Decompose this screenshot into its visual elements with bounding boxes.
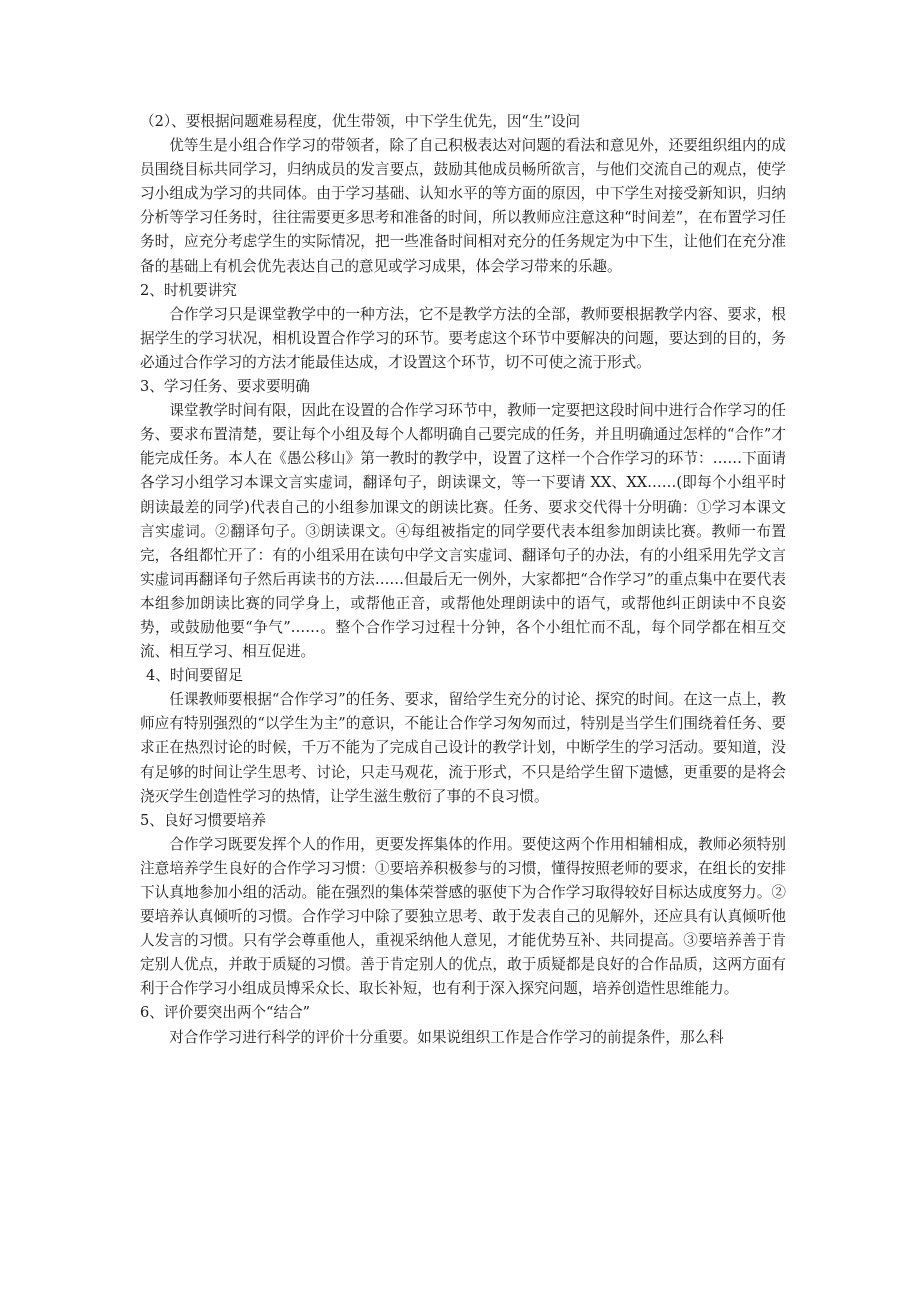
section-heading: 6、评价要突出两个“结合” [140, 1004, 311, 1022]
section-heading: 3、学习任务、要求要明确 [140, 378, 310, 396]
section-heading: 5、良好习惯要培养 [140, 811, 267, 829]
body-paragraph: 合作学习只是课堂教学中的一种方法，它不是教学方法的全部，教师要根据教学内容、要求，根据学生的学习状况，相机设置合作学习的环节。要考虑这个环节中要解决的问题，要达到的目的，务必通过合作学习的方法才能最佳达成，才设置这个环节，切不可使之流于形式。 [140, 305, 786, 371]
section-heading: 2、时机要讲究 [140, 281, 237, 299]
section-heading: （2）、要根据问题难易程度，优生带领，中下学生优先，因“生”设问 [140, 113, 581, 130]
body-paragraph: 对合作学习进行科学的评价十分重要。如果说组织工作是合作学习的前提条件，那么科 [169, 1028, 724, 1046]
body-paragraph: 课堂教学时间有限，因此在设置的合作学习环节中，教师一定要把这段时间中进行合作学习的任务、要求布置清楚，要让每个小组及每个人都明确自己要完成的任务，并且明确通过怎样的“合作”才能完成任务。本人在《愚公移山》第一教时的教学中，设置了这样一个合作学习的环节：……下面请各学习小组学习本课文言实虚词，翻译句子，朗读课文，等一下要请 XX、XX……(即每个小组平时朗读最差的同学)代表自己的小组参加课文的朗读比赛。任务、要求交代得十分明确：①学习本课文言实虚词。②翻译句子。③朗读课文。④每组被指定的同学要代表本组参加朗读比赛。教师一布置完，各组都忙开了：有的小组采用在读句中学文言实虚词、翻译句子的办法，有的小组采用先学文言实虚词再翻译句子然后再读书的方法……但最后无一例外，大家都把“合作学习”的重点集中在要代表本组参加朗读比赛的同学身上，或帮他正音，或帮他处理朗读中的语气，或帮他纠正朗读中不良姿势，或鼓励他要“争气”……。整个合作学习过程十分钟，各个小组忙而不乱，每个同学都在相互交流、相互学习、相互促进。 [140, 402, 786, 661]
body-paragraph: 优等生是小组合作学习的带领者，除了自己积极表达对问题的看法和意见外，还要组织组内的成员围绕目标共同学习，归纳成员的发言要点，鼓励其他成员畅所欲言，与他们交流自己的观点，使学习小组成为学习的共同体。由于学习基础、认知水平的等方面的原因，中下学生对接受新知识，归纳分析等学习任务时，往往需要更多思考和准备的时间，所以教师应注意这种“时间差”，在布置学习任务时，应充分考虑学生的实际情况，把一些准备时间相对充分的任务规定为中下生，让他们在充分准备的基础上有机会优先表达自己的意见或学习成果，体会学习带来的乐趣。 [140, 137, 786, 275]
document-body [140, 110, 786, 1050]
section-heading: 4、时间要留足 [146, 667, 243, 685]
body-paragraph: 合作学习既要发挥个人的作用，更要发挥集体的作用。要使这两个作用相辅相成，教师必须特别注意培养学生良好的合作学习习惯：①要培养积极参与的习惯，懂得按照老师的要求，在组长的安排下认真地参加小组的活动。能在强烈的集体荣誉感的驱使下为合作学习取得较好目标达成度努力。②要培养认真倾听的习惯。合作学习中除了要独立思考、敢于发表自己的见解外，还应具有认真倾听他人发言的习惯。只有学会尊重他人，重视采纳他人意见，才能优势互补、共同提高。③要培养善于肯定别人优点，并敢于质疑的习惯。善于肯定别人的优点，敢于质疑都是良好的合作品质，这两方面有利于合作学习小组成员博采众长、取长补短，也有利于深入探究问题，培养创造性思维能力。 [140, 835, 786, 998]
body-paragraph: 任课教师要根据“合作学习”的任务、要求，留给学生充分的讨论、探究的时间。在这一点上，教师应有特别强烈的“以学生为主”的意识，不能让合作学习匆匆而过，特别是当学生们围绕着任务、要求正在热烈讨论的时候，千万不能为了完成自己设计的教学计划，中断学生的学习活动。要知道，没有足够的时间让学生思考、讨论，只走马观花，流于形式，不只是给学生留下遗憾，更重要的是将会浇灭学生创造性学习的热情，让学生滋生敷衍了事的不良习惯。 [140, 691, 786, 805]
